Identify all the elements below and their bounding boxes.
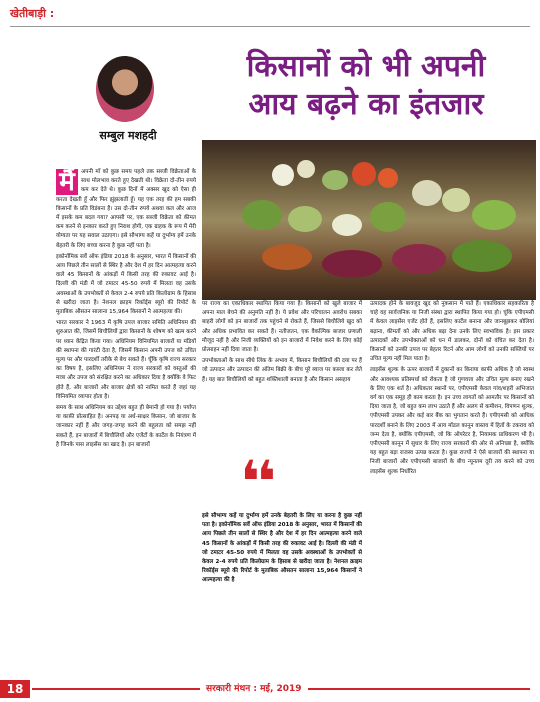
headline: किसानों को भी अपनी आय बढ़ने का इंतजार xyxy=(246,49,486,122)
article-column-2 xyxy=(202,300,362,516)
paragraph: अपनी माँ को कुछ समय पहले तक सब्जी विक्रेताओं के साथ मोलभाव करते हुए देखती थी। विक्रेता दो-तीन रुपये कम कर देते थे। कुछ दिनों में अक्सर खुद को ऐसा ही करता देखती हूँ और फिर झुंझलाती हूँ। यह एक तरह की हम सबकी किसानों के प्रति विडंबना है। उस दो-तीन रुपये अथवा कल और आज में इसके कम बदल गया? आपसी पर, एक सब्जी विक्रेता को कीमत कम करने से इनकार करते हुए निराश होगी, एक ग्राहक के रूप में मेरी योग्यता पर यह सवाल उठाएगा। इसे सौभाग्य कहें या दुर्भाग्य हमें उनके बेहतरी के लिए बच्चा करना है कुछ नहीं पता है। xyxy=(56,169,196,249)
paragraph: लाइसेंस शुल्क के ऊपर बाजारों में दुकानों का किराया काफी अधिक है जो स्वस्थ और आवश्यक प्रतिस्पर्धा को रोकता है जो गुणवत्ता और उचित मूल्य बनाए रखने के लिए एक शर्त है। अधिकतर स्थानों पर, एपीएमसी केवल गांव/शहरी अभिजात वर्ग का एक समूह ही काम करता है। इन उच्च लागतों को आमतौर पर किसानों को दिया जाता है, जो बहुत कम लाभ उठाते हैं और अलग से कमीशन, विपणन शुल्क, एपीएमसी उपकर और कई बार बैंक का भुगतान करते हैं। एपीएमसी को आधिक पारदर्शी बनाने के लिए 2003 में आय मॉडल कानून वास्तव में हितों के टकराव को जन्म देता है, क्योंकि एपीएमसी, जो कि ऑपरेटर है, नियामक प्राधिकरण भी है। एपीएमसी कानून में सुधार के लिए राज्य सरकारों की ओर से अनिच्छा है, क्योंकि यह बहुत बड़ा राजस्व उत्पन्न करता है। कुछ राज्यों ने ऐसे बाजारों की स्थापना या निजी बाजारों और एपीएमसी बाजारों के बीच न्यूनतम दूरी तय करने को उच्च लाइसेंस शुल्क निर्धारित xyxy=(370,367,534,475)
paragraph: पर राज्य का एकाधिकार स्थापित किया गया है। किसानों को खुले बाजार में अपना माल बेचने की अनुमति नहीं है। ये प्रवेश और परिचालन अवरोध सबका बाहरी लोगों को इन बाजारों तक पहुंचने से रोकते हैं, जिससे बिचौलिये खुद को और अधिक प्रभावित कर सकते हैं। नतीजतन, एक वैकल्पिक बाजार प्रणाली मौजूद नहीं है और निजी व्यक्तियों को इन बाजारों में निवेश करने के लिए कोई प्रोत्साहन नहीं दिया जाता है। xyxy=(202,301,362,354)
author-photo xyxy=(96,56,154,122)
vegetable-market-photo xyxy=(202,140,536,300)
top-rule xyxy=(10,26,530,27)
quote-mark-icon: ❛❛ xyxy=(240,448,273,516)
dropcap: मैं xyxy=(56,169,78,195)
pull-quote-text: इसे सौभाग्य कहें या दुर्भाग्य हमें उनके बेहतरी के लिए या करना है कुछ नहीं पता है। इकोनॉमिक सर्वे ऑफ इंडिया 2018 के अनुसार, भारत में किसानों की आय पिछले तीन सालों से स्थिर है और देश में हर दिन आत्महत्या करने वाले 45 किसानों के आंकड़ों में किसी तरह की रुकावट आई है। दिल्ली की मंडी में जो टमाटर 45-50 रुपये में मिलता वह उसके अवस्थाओं के उपभोक्तों से केवल 2-4 रुपये प्रति किलोग्राम के हिसाब से खरीदा जाता है। नेशनल क्राइम रिकॉर्ड्स ब्यूरो की रिपोर्ट के मुताबिक औसतन सालाना 15,964 किसानों ने आत्महत्या की है xyxy=(202,513,362,584)
paragraph: उपभोक्ताओं के साथ सीधे लिंक के अभाव में, किसान बिचौलियों की दया पर हैं जो उत्पादन और उत्पादन की अंतिम बिक्री के बीच पूरे ब्याज पर कब्जा कर लेते हैं। यह बात बिचौलियों को बहुत शक्तिशाली बनाता है और किसान असहाय xyxy=(202,358,362,383)
article-column-1 xyxy=(56,168,196,670)
paragraph: भारत सरकार ने 1963 में कृषि उपज बाजार समिति अधिनियम की शुरुआत की, जिसमें बिचौलियों द्वारा किसानों के शोषण को खत्म करने पर ध्यान केंद्रित किया गया। अधिनियम विनियमित बाजारों या मंडियों की स्थापना की गारंटी देता है, जिसमें किसान अपनी उपज को उचित मूल्य पर और पारदर्शी तरीके से बेच सकते हैं। चूँकि कृषि राज्य सरकार का विषय है, इसलिए अधिनियम ने राज्य सरकारों को वस्तुओं की मात्रा और उपज को संरक्षित करने का अधिकार दिया है क्योंकि वे फिट होते हैं, और बाजारों और बाजार क्षेत्रों को नामित करते हैं जहां यह विनियमित व्यापार होता है। xyxy=(56,320,196,400)
section-tag: खेतीबाड़ी : xyxy=(10,7,55,20)
author-name: सम्बुल मशहदी xyxy=(99,129,157,142)
publication-name: सरकारी मंथन : मई, 2019 xyxy=(200,680,308,698)
page-number: 18 xyxy=(0,680,30,698)
paragraph: इकोनॉमिक सर्वे ऑफ इंडिया 2018 के अनुसार, भारत में किसानों की आय पिछले तीन सालों से स्थिर है और देश में हर दिन आत्महत्या करने वाले 45 किसानों के आंकड़ों में किसी तरह की रुकावट आई है। दिल्ली की मंडी में जो टमाटर 45-50 रुपये में मिलता वह उसके अवस्थाओं के उपभोक्तों से केवल 2-4 रुपये प्रति किलोग्राम के हिसाब से खरीदा जाता है। नेशनल क्राइम रिकॉर्ड्स ब्यूरो की रिपोर्ट के मुताबिक औसतन सालाना 15,964 किसानों ने आत्महत्या की। xyxy=(56,253,196,316)
pull-quote xyxy=(202,498,362,672)
paragraph: उत्पादक होने के बावजूद खुद को नुकसान में पाते हैं। एकाधिकार सहकारिता है चाहे वह सार्वजनिक या निजी संस्था द्वारा स्थापित किया गया हो। चूंकि एपीएमसी में केवल लाइसेंस एजेंट होते हैं, इसलिए कार्टेल बनाना और जानबूझकर बोलियां बढ़ाना, कीमतों को और अधिक बढ़ा देना उनके लिए स्वभाविक है। इस प्रकार उत्पादकों और उपभोक्ताओं को धन में डालकर, दोनों को वंचित कर देता है। किसानों को उनकी उपज पर बेहतर रिटर्न और आम लोगों को उनकी सब्जियों पर उचित मूल्य नहीं मिल पाता है। xyxy=(370,301,534,363)
paragraph: समय के साथ अधिनियम का उद्देश्य बहुत ही बेमानी हो गया है। पर्याप्त या काफ़ी प्रोत्साहित है। अनपढ़ या अर्ध-साक्षर किसान, जो बाजार के जानकार नहीं हैं और जगह-जगह करने की बहुलता को समझ नहीं सकते हैं, इन बाजारों में बिचौलियों और एजेंटों के कार्टेल के नियंत्रण में है जिनके पास लाइसेंस का खाद है। इन बाजारों xyxy=(56,405,196,448)
article-column-3 xyxy=(370,300,534,672)
